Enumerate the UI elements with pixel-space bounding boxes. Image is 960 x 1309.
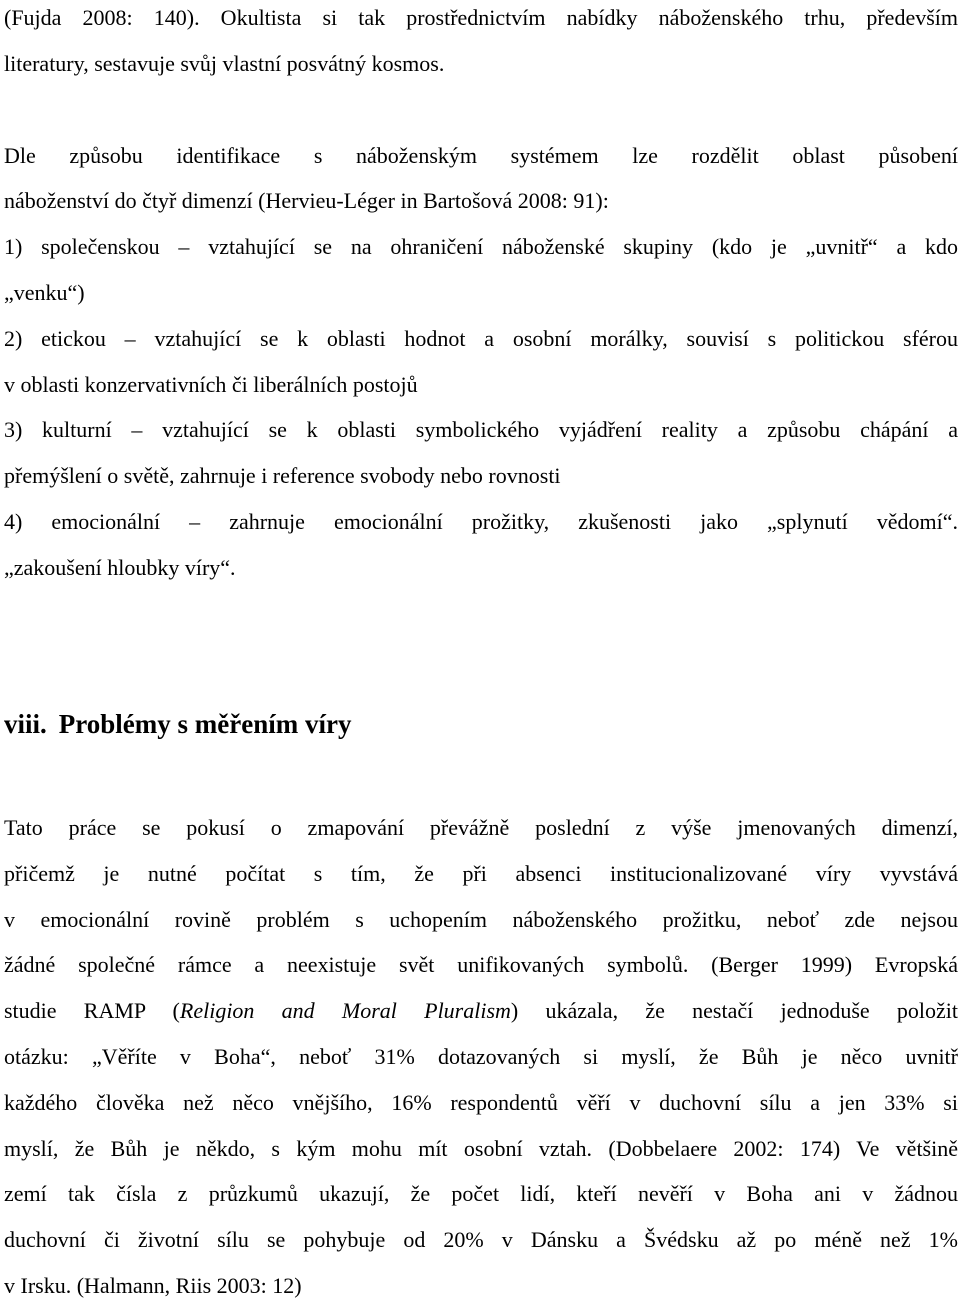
paragraph-line: myslí, že Bůh je někdo, s kým mohu mít osobní vztah. (Dobbelaere 2002: 174) Ve většině bbox=[4, 1135, 958, 1161]
paragraph-line-ramp bbox=[4, 988, 958, 1034]
dimension-item-line: 1) společenskou – vztahující se na ohraničení náboženské skupiny (kdo je „uvnitř“ a kdo bbox=[4, 234, 958, 260]
paragraph-line: duchovní či životní sílu se pohybuje od 20% v Dánsku a Švédsku až po méně než 1% bbox=[4, 1227, 958, 1253]
paragraph-line: (Fujda 2008: 140). Okultista si tak prostřednictvím nabídky náboženského trhu, především bbox=[4, 5, 958, 30]
paragraph-line: literatury, sestavuje svůj vlastní posvátný kosmos. bbox=[4, 50, 445, 76]
paragraph-line: v Irsku. (Halmann, Riis 2003: 12) bbox=[4, 1272, 302, 1298]
paragraph-line: zemí tak čísla z průzkumů ukazují, že počet lidí, kteří nevěří v Boha ani v žádnou bbox=[4, 1181, 958, 1207]
paragraph-line: žádné společné rámce a neexistuje svět unifikovaných symbolů. (Berger 1999) Evropská bbox=[4, 952, 958, 978]
dimension-item-line: v oblasti konzervativních či liberálních postojů bbox=[4, 371, 418, 397]
ramp-italic-title: Religion and Moral Pluralism bbox=[179, 998, 511, 1024]
ramp-before: studie RAMP ( bbox=[4, 998, 180, 1024]
paragraph-line: Tato práce se pokusí o zmapování převážně poslední z výše jmenovaných dimenzí, bbox=[4, 815, 958, 840]
heading-title: Problémy s měřením víry bbox=[58, 709, 352, 739]
dimension-item-line: „venku“) bbox=[4, 279, 85, 305]
paragraph-line: otázku: „Věříte v Boha“, neboť 31% dotazovaných si myslí, že Bůh je něco uvnitř bbox=[4, 1043, 958, 1069]
dimension-item-line: 2) etickou – vztahující se k oblasti hodnot a osobní morálky, souvisí s politickou sférou bbox=[4, 325, 958, 351]
paragraph-line: v emocionální rovině problém s uchopením náboženského prožitku, neboť zde nejsou bbox=[4, 906, 958, 932]
paragraph-line: náboženství do čtyř dimenzí (Hervieu-Léger in Bartošová 2008: 91): bbox=[4, 188, 609, 214]
paragraph-line: Dle způsobu identifikace s náboženským systémem lze rozdělit oblast působení bbox=[4, 142, 958, 168]
paragraph-line: každého člověka než něco vnějšího, 16% respondentů věří v duchovní sílu a jen 33% si bbox=[4, 1089, 958, 1115]
section-dimensions bbox=[4, 0, 958, 591]
ramp-after: ) ukázala, že nestačí jednoduše položit bbox=[510, 998, 958, 1024]
paragraph-line: přičemž je nutné počítat s tím, že při absenci institucionalizované víry vyvstává bbox=[4, 860, 958, 886]
section-heading-wrap bbox=[4, 704, 351, 744]
dimension-item-line: 4) emocionální – zahrnuje emocionální prožitky, zkušenosti jako „splynutí vědomí“. bbox=[4, 508, 958, 534]
section-measurement-body bbox=[4, 805, 958, 1309]
section-heading bbox=[4, 704, 351, 744]
dimension-item-line: přemýšlení o světě, zahrnuje i reference svobody nebo rovnosti bbox=[4, 463, 561, 489]
dimension-item-line: 3) kulturní – vztahující se k oblasti symbolického vyjádření reality a způsobu chápání a bbox=[4, 417, 958, 443]
dimension-item-line: „zakoušení hloubky víry“. bbox=[4, 554, 236, 580]
heading-number: viii. bbox=[4, 709, 47, 739]
